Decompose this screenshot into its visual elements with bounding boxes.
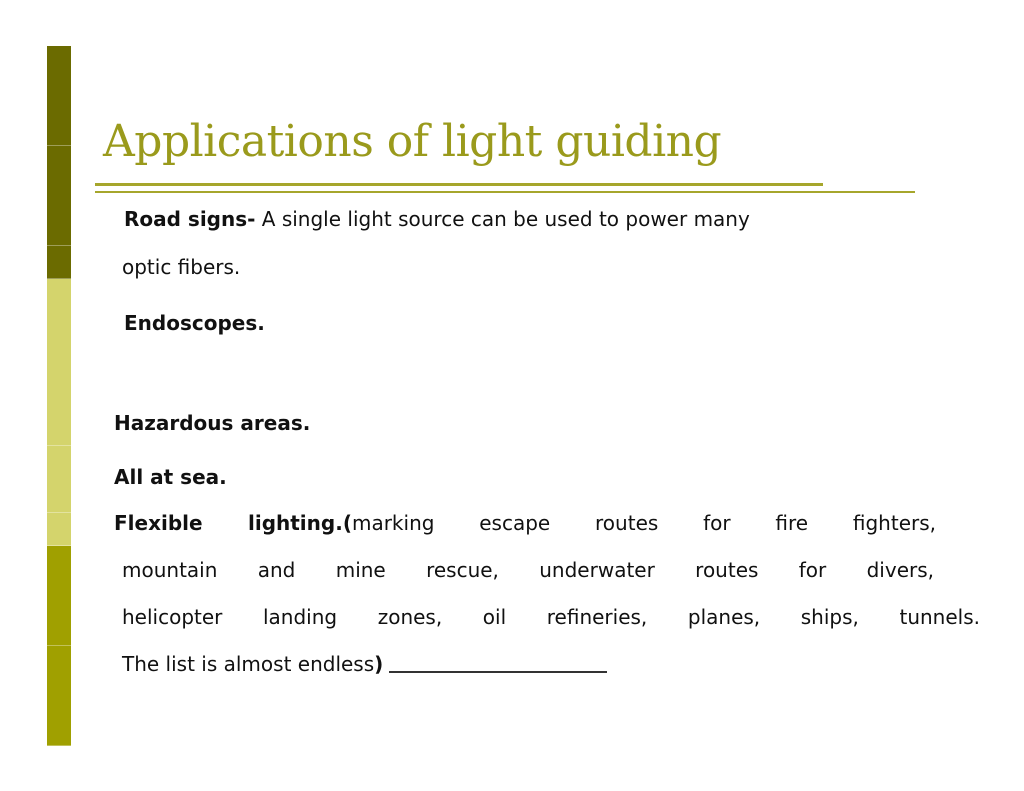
sidebar-segment	[47, 146, 71, 246]
sidebar-segment	[47, 246, 71, 279]
flexible-lighting-item	[114, 511, 936, 535]
flexible-lighting-label: Flexible lighting.(	[114, 511, 352, 535]
flexible-lighting-end-text: The list is almost endless	[122, 652, 375, 676]
sidebar-bar	[47, 46, 71, 746]
endoscopes-item: Endoscopes.	[124, 311, 265, 335]
sidebar-segment	[47, 513, 71, 546]
title-underline-long	[95, 191, 915, 193]
title-underline	[95, 183, 823, 186]
flexible-lighting-line: helicopter landing zones, oil refineries, planes, ships, tunnels.	[122, 605, 980, 629]
flexible-lighting-last-line	[122, 652, 383, 676]
ink-underline	[389, 671, 607, 673]
road-signs-item	[124, 207, 750, 231]
hazardous-areas-item: Hazardous areas.	[114, 411, 311, 435]
flexible-lighting-line: mountain and mine rescue, underwater routes for divers,	[122, 558, 934, 582]
closing-paren: )	[374, 652, 384, 676]
road-signs-label: Road signs-	[124, 207, 256, 231]
road-signs-text: A single light source can be used to power many	[255, 207, 750, 231]
sidebar-segment	[47, 646, 71, 746]
sidebar-segment	[47, 46, 71, 146]
road-signs-text-continued: optic fibers.	[122, 255, 241, 279]
slide-title: Applications of light guiding	[103, 116, 722, 167]
sidebar-segment	[47, 279, 71, 446]
sidebar-segment	[47, 446, 71, 513]
all-at-sea-item: All at sea.	[114, 465, 227, 489]
flexible-lighting-text: marking escape routes for fire fighters,	[351, 511, 937, 535]
sidebar-segment	[47, 546, 71, 646]
